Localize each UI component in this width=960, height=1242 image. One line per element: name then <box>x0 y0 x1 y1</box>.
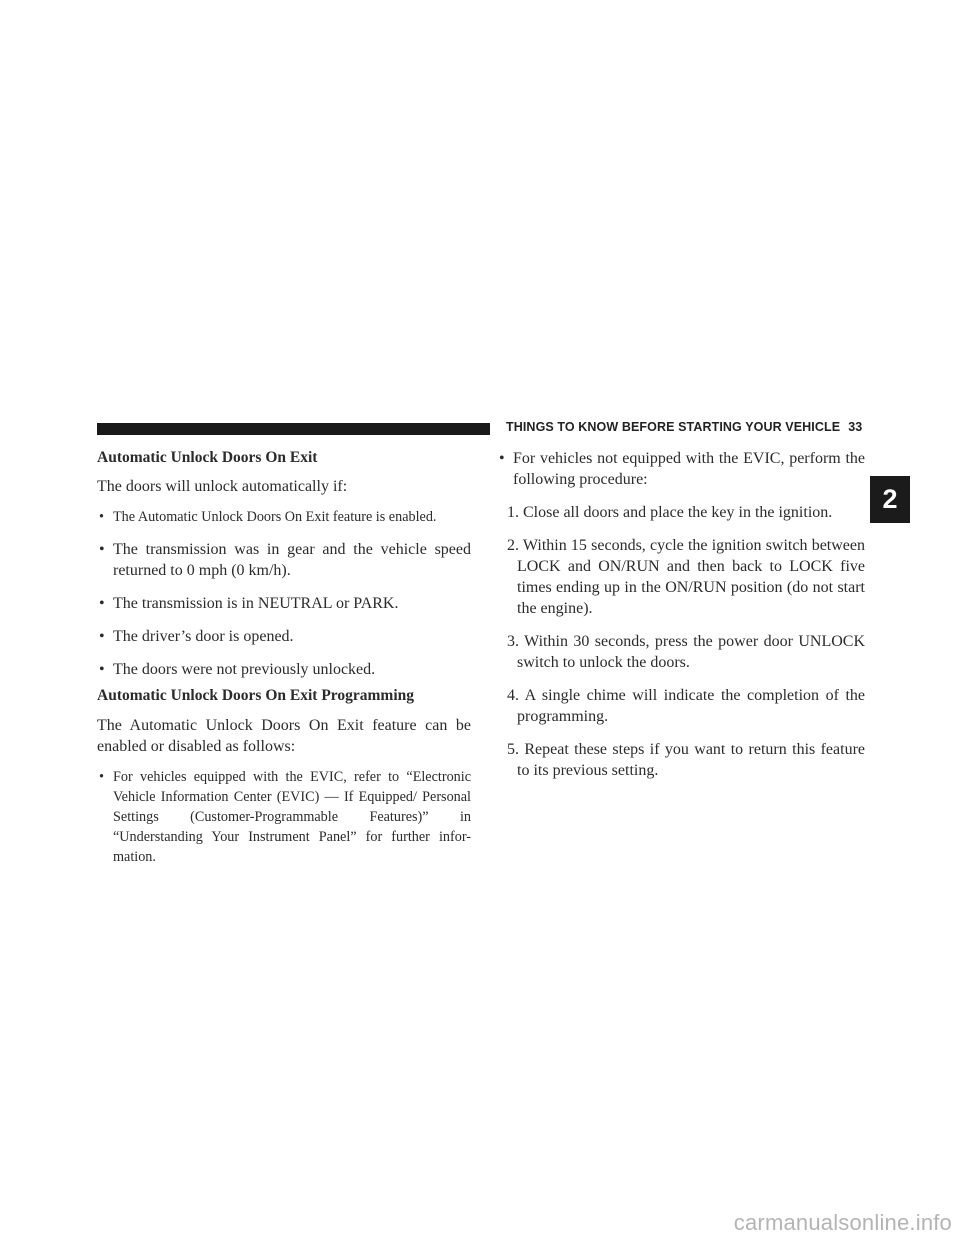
bullet-icon: • <box>99 769 104 785</box>
bullet-icon: • <box>99 595 105 612</box>
programming-options-list <box>97 767 471 867</box>
no-evic-list <box>497 448 865 490</box>
step-text: Within 15 seconds, cycle the ignition switch between LOCK and ON/RUN and then back to LOCK five times ending up in the ON/RUN position (do not start the engine). <box>517 537 865 617</box>
step-number: 4. <box>507 687 519 704</box>
bullet-icon: • <box>99 509 104 525</box>
header-rule <box>97 423 490 435</box>
list-item <box>497 535 865 619</box>
list-item <box>497 631 865 673</box>
step-text: Close all doors and place the key in the ignition. <box>523 504 833 521</box>
step-text: A single chime will indicate the completion of the programming. <box>517 687 865 725</box>
procedure-steps <box>497 502 865 781</box>
step-text: Within 30 seconds, press the power door UNLOCK switch to unlock the doors. <box>517 633 865 671</box>
bullet-icon: • <box>99 628 105 645</box>
running-header <box>506 420 866 438</box>
right-column <box>497 448 865 793</box>
left-column <box>97 448 471 879</box>
step-number: 1. <box>507 504 519 521</box>
bullet-icon: • <box>99 661 105 678</box>
watermark: carmanualsonline.info <box>733 1210 952 1235</box>
list-item: • The doors were not previously unlocked. <box>99 661 376 678</box>
page-number: 33 <box>848 420 863 434</box>
conditions-list <box>97 507 471 680</box>
list-item: • The transmission is in NEUTRAL or PARK. <box>99 595 399 612</box>
list-item <box>497 502 865 523</box>
running-header-title: THINGS TO KNOW BEFORE STARTING YOUR VEHICLE <box>506 420 841 434</box>
section-heading-unlock-on-exit: Automatic Unlock Doors On Exit <box>97 449 318 466</box>
list-item: • The driver’s door is opened. <box>99 628 294 645</box>
step-number: 2. <box>507 537 519 554</box>
intro-paragraph: The doors will unlock automatically if: <box>97 478 348 495</box>
chapter-tab: 2 <box>870 476 910 523</box>
list-item: • For vehicles not equipped with the EVIC, perform the following procedure: <box>499 450 865 488</box>
list-item: • The transmission was in gear and the vehicle speed returned to 0 mph (0 km/h). <box>99 541 471 579</box>
section-heading-programming: Automatic Unlock Doors On Exit Programming <box>97 687 415 704</box>
step-text: Repeat these steps if you want to return this feature to its previous setting. <box>517 741 866 779</box>
step-number: 3. <box>507 633 519 650</box>
bullet-icon: • <box>499 450 505 467</box>
list-item: • For vehicles equipped with the EVIC, refer to “Electronic Vehicle Information Center (EVIC) — If Equipped/ Personal Settings (Customer-Programmable Features)” in “Understanding Your Instrument Panel” for further infor- mation. <box>99 769 471 865</box>
list-item: • The Automatic Unlock Doors On Exit feature is enabled. <box>99 509 437 525</box>
list-item <box>497 739 865 781</box>
list-item <box>497 685 865 727</box>
bullet-icon: • <box>99 541 105 558</box>
step-number: 5. <box>507 741 519 758</box>
programming-intro: The Automatic Unlock Doors On Exit feature can be enabled or disabled as follows: <box>97 717 471 755</box>
